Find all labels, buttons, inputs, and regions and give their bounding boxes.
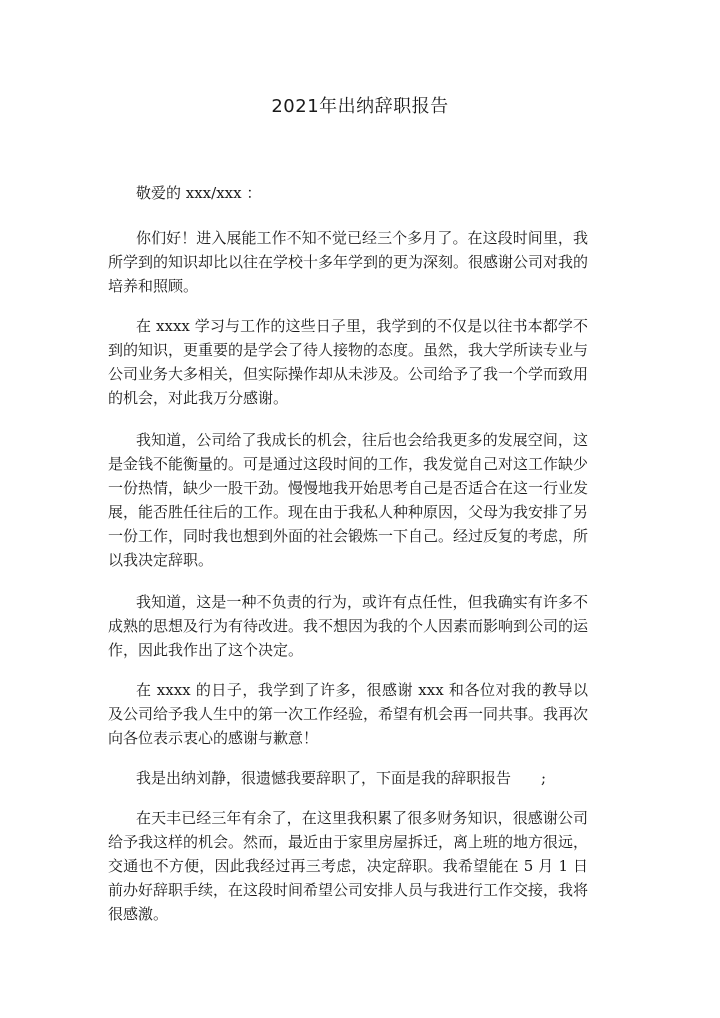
paragraph-1: 你们好！进入展能工作不知不觉已经三个多月了。在这段时间里，我所学到的知识却比以往在学校十多年学到的更为深刻。很感谢公司对我的培养和照顾。 bbox=[108, 229, 589, 295]
paragraph-5: 在 xxxx 的日子，我学到了许多，很感谢 xxx 和各位对我的教导以及公司给予我人生中的第一次工作经验，希望有机会再一同共事。我再次向各位表示衷心的感谢与歉意！ bbox=[108, 681, 589, 747]
paragraph-6: 我是出纳刘静，很遗憾我要辞职了，下面是我的辞职报告 ; bbox=[136, 769, 547, 787]
paragraph-2: 在 xxxx 学习与工作的这些日子里，我学到的不仅是以往书本都学不到的知识，更重要的是学会了待人接物的态度。虽然，我大学所读专业与公司业务大多相关，但实际操作却从未涉及。公司给予了我一个学而致用的机会，对此我万分感谢。 bbox=[108, 317, 589, 407]
paragraph-4: 我知道，这是一种不负责的行为，或许有点任性，但我确实有许多不成熟的思想及行为有待改进。我不想因为我的个人因素而影响到公司的运作，因此我作出了这个决定。 bbox=[108, 593, 589, 659]
page-title: 2021年出纳辞职报告 bbox=[271, 96, 449, 117]
paragraph-3: 我知道，公司给了我成长的机会，往后也会给我更多的发展空间，这是金钱不能衡量的。可是通过这段时间的工作，我发觉自己对这工作缺少一份热情，缺少一股干劲。慢慢地我开始思考自己是否适合在这一行业发展，能否胜任往后的工作。现在由于我私人种种原因，父母为我安排了另一份工作，同时我也想到外面的社会锻炼一下自己。经过反复的考虑，所以我决定辞职。 bbox=[108, 431, 589, 569]
salutation: 敬爱的 xxx/xxx ： bbox=[136, 184, 262, 202]
paragraph-7: 在天丰已经三年有余了，在这里我积累了很多财务知识，很感谢公司给予我这样的机会。然而，最近由于家里房屋拆迁，离上班的地方很远，交通也不方便，因此我经过再三考虑，决定辞职。我希望能在 5 月 1 日前办好辞职手续，在这段时间希望公司安排人员与我进行工作交接，我将很感激。 bbox=[108, 809, 589, 923]
